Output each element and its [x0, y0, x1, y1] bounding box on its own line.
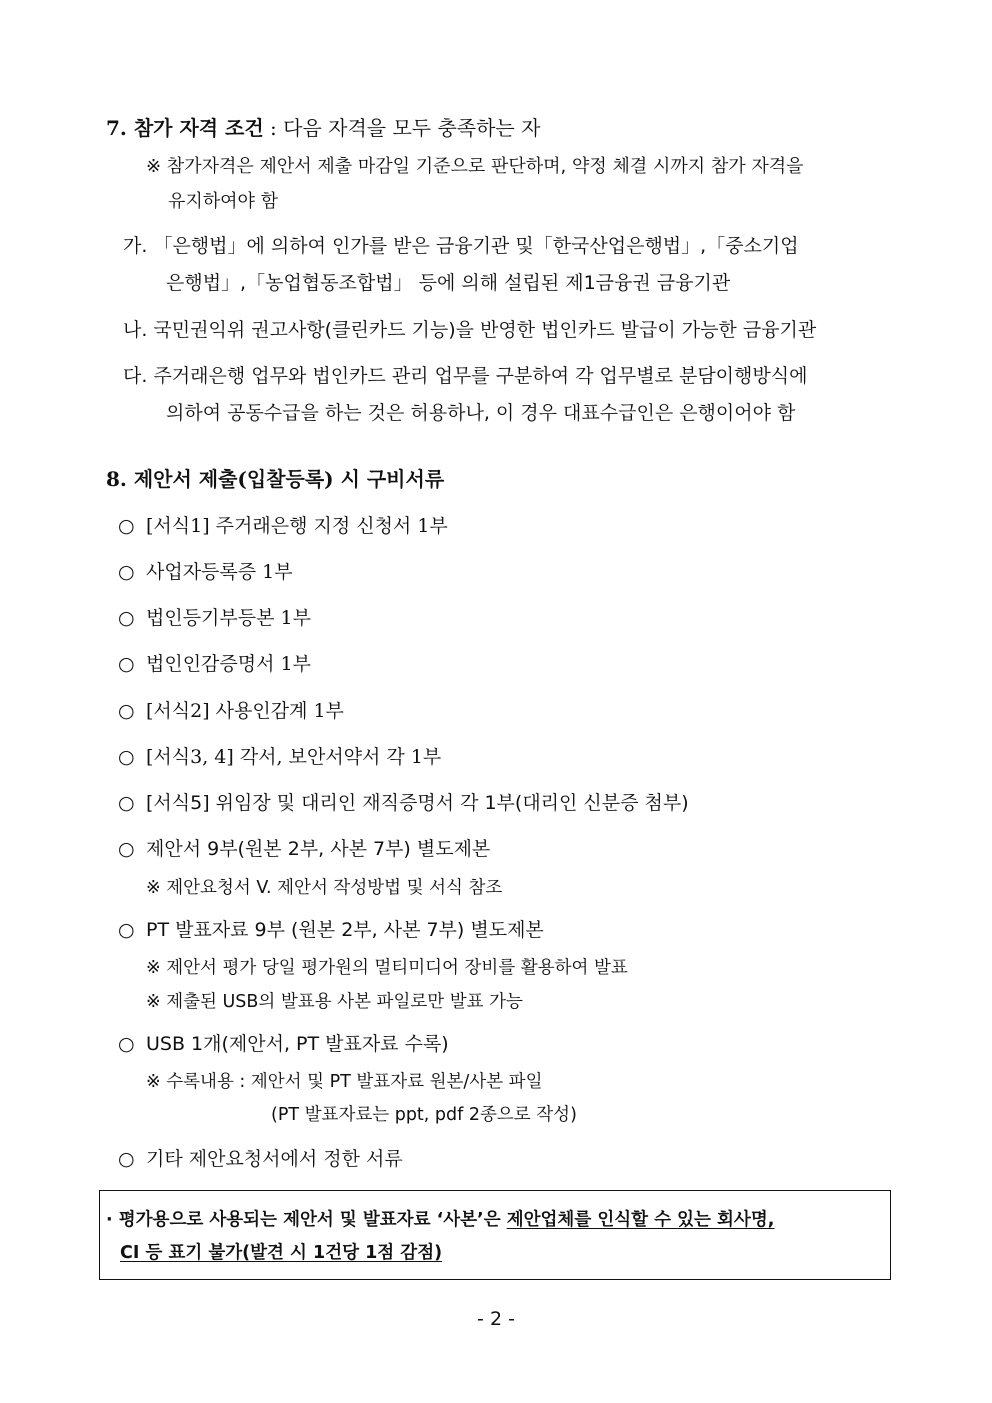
- doc-item-text: 기타 제안요청서에서 정한 서류: [146, 1148, 403, 1170]
- doc-item-5: [118, 699, 344, 723]
- doc-item-11: [118, 1147, 403, 1171]
- eligibility-note-line2: 유지하여야 함: [168, 191, 279, 212]
- doc-item-4: [118, 652, 311, 676]
- eligibility-item-ga-line2: 은행법」,「농업협동조합법」 등에 의해 설립된 제1금융권 금융기관: [166, 272, 731, 294]
- notice-text: · 평가용으로 사용되는 제안서 및 발표자료 ‘사본’은: [106, 1210, 507, 1230]
- doc-item-text: [서식1] 주거래은행 지정 신청서 1부: [146, 515, 448, 537]
- page-number: - 2 -: [477, 1308, 515, 1330]
- doc-item-text: [서식3, 4] 각서, 보안서약서 각 1부: [146, 746, 442, 768]
- doc-item-2: [118, 560, 293, 584]
- circle-bullet-icon: ○: [118, 792, 135, 814]
- notice-line-2: CI 등 표기 불가(발견 시 1건당 1점 감점): [120, 1243, 443, 1263]
- circle-bullet-icon: ○: [118, 838, 135, 860]
- notice-box: [99, 1190, 891, 1280]
- doc-item-text: 제안서 9부(원본 2부, 사본 7부) 별도제본: [146, 838, 491, 860]
- circle-bullet-icon: ○: [118, 1148, 135, 1170]
- doc-item-8-note: ※ 제안요청서 V. 제안서 작성방법 및 서식 참조: [146, 878, 503, 898]
- doc-item-text: 사업자등록증 1부: [146, 561, 293, 583]
- doc-item-text: [서식5] 위임장 및 대리인 재직증명서 각 1부(대리인 신분증 첨부): [146, 792, 689, 814]
- doc-item-9-note-2: ※ 제출된 USB의 발표용 사본 파일로만 발표 가능: [146, 992, 523, 1012]
- notice-underlined-text: 제안업체를 인식할 수 있는 회사명,: [506, 1210, 775, 1230]
- doc-item-3: [118, 606, 311, 630]
- circle-bullet-icon: ○: [118, 561, 135, 583]
- item-marker: 가.: [123, 235, 148, 257]
- doc-item-9-note-1: ※ 제안서 평가 당일 평가원의 멀티미디어 장비를 활용하여 발표: [146, 958, 628, 978]
- doc-item-text: 법인등기부등본 1부: [146, 607, 311, 629]
- eligibility-item-na: [123, 318, 816, 342]
- section-7-subtitle: : 다음 자격을 모두 충족하는 자: [263, 116, 541, 140]
- circle-bullet-icon: ○: [118, 746, 135, 768]
- doc-item-6: [118, 745, 441, 769]
- item-text: 「은행법」에 의하여 인가를 받은 금융기관 및「한국산업은행법」,「중소기업: [153, 235, 799, 257]
- circle-bullet-icon: ○: [118, 1033, 135, 1055]
- eligibility-item-da: [123, 364, 807, 388]
- item-text: 국민권익위 권고사항(클린카드 기능)을 반영한 법인카드 발급이 가능한 금융기관: [153, 319, 817, 341]
- section-8-heading: 8. 제안서 제출(입찰등록) 시 구비서류: [106, 467, 445, 491]
- section-7-title: 7. 참가 자격 조건: [106, 116, 264, 140]
- doc-item-7: [118, 791, 689, 815]
- item-text: 주거래은행 업무와 법인카드 관리 업무를 구분하여 각 업무별로 분담이행방식에: [153, 365, 808, 387]
- circle-bullet-icon: ○: [118, 607, 135, 629]
- item-marker: 다.: [123, 365, 148, 387]
- doc-item-8: [118, 837, 490, 861]
- doc-item-text: PT 발표자료 9부 (원본 2부, 사본 7부) 별도제본: [146, 919, 544, 941]
- doc-item-10-note-2: (PT 발표자료는 ppt, pdf 2종으로 작성): [271, 1105, 577, 1125]
- notice-line-1: [106, 1208, 774, 1232]
- circle-bullet-icon: ○: [118, 700, 135, 722]
- section-7-heading: [106, 116, 540, 140]
- doc-item-text: 법인인감증명서 1부: [146, 653, 311, 675]
- doc-item-text: [서식2] 사용인감계 1부: [146, 700, 344, 722]
- eligibility-item-da-line2: 의하여 공동수급을 하는 것은 허용하나, 이 경우 대표수급인은 은행이어야 함: [166, 402, 796, 424]
- doc-item-text: USB 1개(제안서, PT 발표자료 수록): [146, 1033, 449, 1055]
- doc-item-10-note-1: ※ 수록내용 : 제안서 및 PT 발표자료 원본/사본 파일: [146, 1072, 543, 1092]
- circle-bullet-icon: ○: [118, 919, 135, 941]
- doc-item-9: [118, 918, 544, 942]
- circle-bullet-icon: ○: [118, 653, 135, 675]
- eligibility-item-ga: [123, 234, 799, 258]
- doc-item-10: [118, 1032, 449, 1056]
- doc-item-1: [118, 514, 448, 538]
- circle-bullet-icon: ○: [118, 515, 135, 537]
- eligibility-note-line1: ※ 참가자격은 제안서 제출 마감일 기준으로 판단하며, 약정 체결 시까지 참가 자격을: [146, 156, 804, 177]
- item-marker: 나.: [123, 319, 148, 341]
